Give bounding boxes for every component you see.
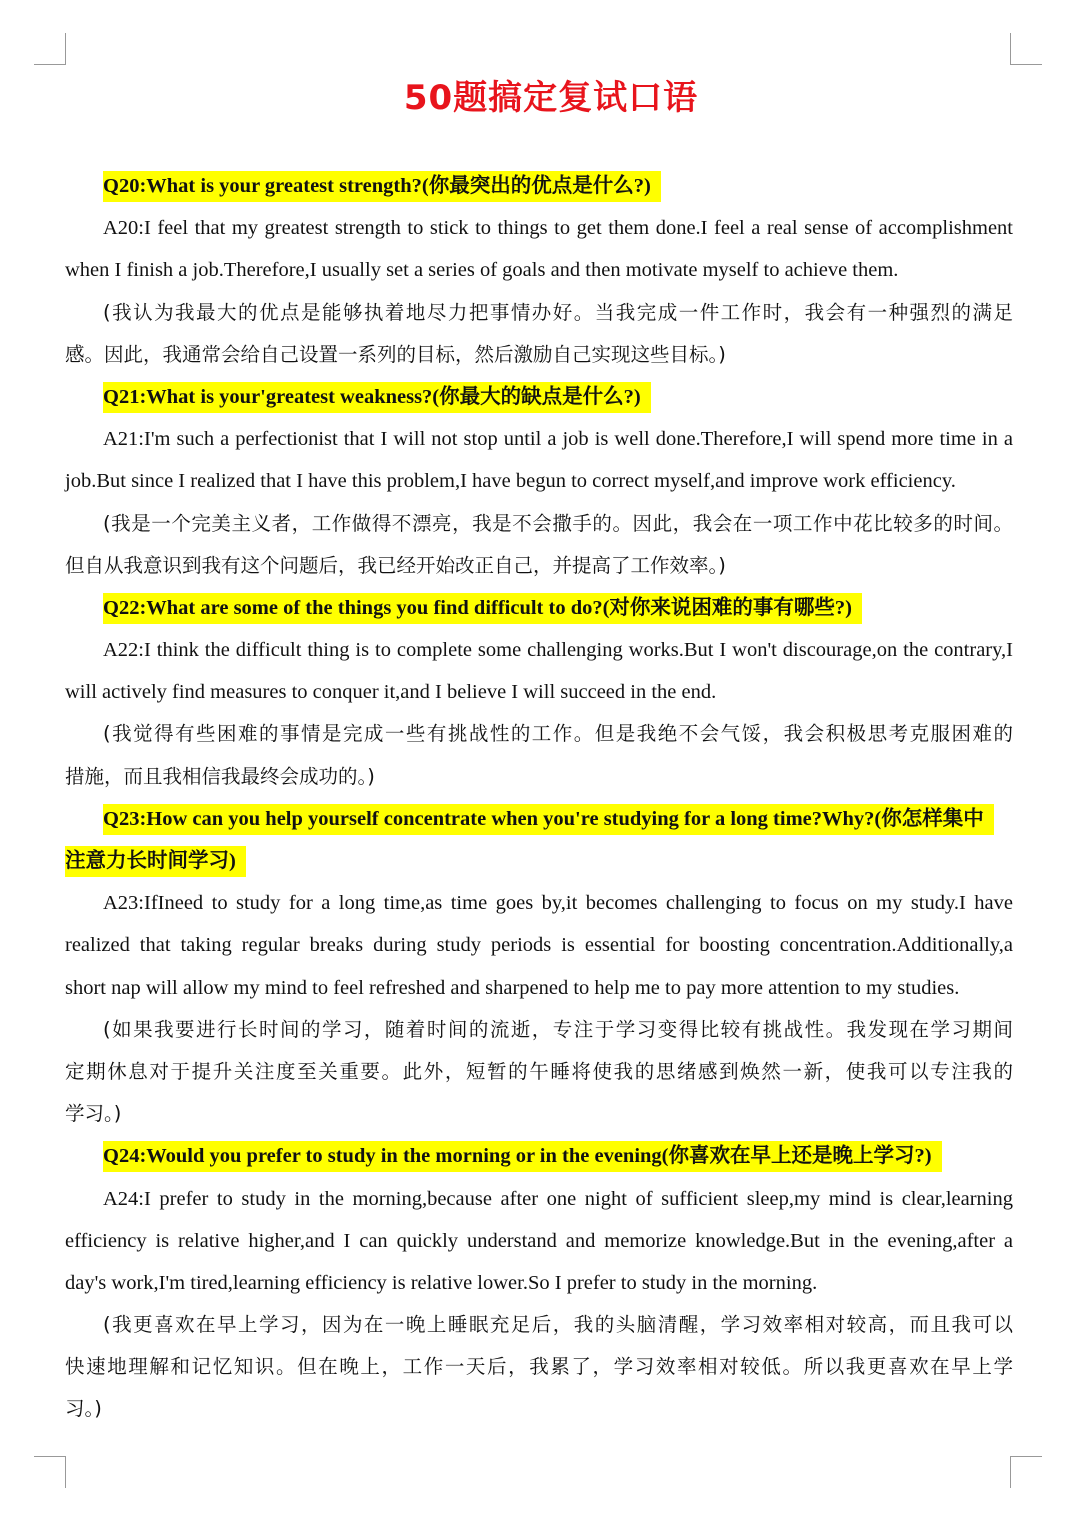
- translation-line: [65, 1346, 1013, 1388]
- answer-text: A22:I think the difficult thing is to complete some challenging works.But I won't discourage,on the contrary,I: [103, 639, 1013, 662]
- translation-line: [65, 503, 1013, 545]
- translation-line: [65, 713, 1013, 755]
- question-line: [65, 376, 1013, 418]
- answer-text: A24:I prefer to study in the morning,because after one night of sufficient sleep,my mind is clear,learning: [103, 1187, 1013, 1210]
- corner-mark-top-left: [34, 33, 66, 65]
- answer-text: day's work,I'm tired,learning efficiency is relative lower.So I prefer to study in the morning.: [65, 1271, 818, 1294]
- translation-line: [65, 1009, 1013, 1051]
- translation-text: (我是一个完美主义者，工作做得不漂亮，我是不会撒手的。因此，我会在一项工作中花比较多的时间。: [103, 511, 1013, 535]
- answer-text: realized that taking regular breaks during study periods is essential for boosting concentration.Additionally,a: [65, 934, 1013, 957]
- corner-mark-bottom-right: [1010, 1456, 1042, 1488]
- translation-text: 定期休息对于提升关注度至关重要。此外，短暂的午睡将使我的思绪感到焕然一新，使我可以专注我的: [65, 1059, 1013, 1083]
- translation-line: [65, 292, 1013, 334]
- answer-text: short nap will allow my mind to feel refreshed and sharpened to help me to pay more attention to my studies.: [65, 976, 960, 999]
- qa-section: [65, 798, 1013, 1136]
- answer-text: A20:I feel that my greatest strength to stick to things to get them done.I feel a real sense of accomplishment: [103, 217, 1013, 240]
- answer-line: [65, 249, 1013, 291]
- answer-text: job.But since I realized that I have this problem,I have begun to correct myself,and improve work efficiency.: [65, 470, 956, 493]
- question-text: Q21:What is your'greatest weakness?(你最大的缺点是什么?): [103, 382, 651, 413]
- answer-line: [65, 882, 1013, 924]
- translation-line: [65, 1304, 1013, 1346]
- translation-text: (我更喜欢在早上学习，因为在一晚上睡眠充足后，我的头脑清醒，学习效率相对较高，而且我可以: [103, 1313, 1013, 1337]
- question-text: Q23:How can you help yourself concentrate when you're studying for a long time?Why?(你怎样集中: [103, 804, 994, 835]
- qa-section: [65, 165, 1013, 376]
- question-text: Q20:What is your greatest strength?(你最突出的优点是什么?): [103, 171, 661, 202]
- question-text: 注意力长时间学习): [65, 846, 246, 877]
- translation-text: 快速地理解和记忆知识。但在晚上，工作一天后，我累了，学习效率相对较低。所以我更喜欢在早上学: [65, 1355, 1013, 1379]
- question-line: [65, 587, 1013, 629]
- answer-line: [65, 671, 1013, 713]
- document-body: [65, 165, 1013, 1431]
- page-title: 50题搞定复试口语: [403, 78, 699, 118]
- translation-line: [65, 1051, 1013, 1093]
- answer-line: [65, 1220, 1013, 1262]
- answer-text: will actively find measures to conquer it,and I believe I will succeed in the end.: [65, 681, 717, 704]
- translation-line: [65, 1093, 1013, 1135]
- qa-section: [65, 376, 1013, 587]
- answer-line: [65, 207, 1013, 249]
- translation-text: 习。): [65, 1397, 102, 1421]
- question-line: [65, 798, 1013, 840]
- question-text: Q22:What are some of the things you find difficult to do?(对你来说困难的事有哪些?): [103, 593, 862, 624]
- answer-line: [65, 629, 1013, 671]
- qa-section: [65, 587, 1013, 798]
- translation-text: 感。因此，我通常会给自己设置一系列的目标，然后激励自己实现这些目标。): [65, 342, 726, 366]
- answer-text: efficiency is relative higher,and I can quickly understand and memorize knowledge.But in the evening,after a: [65, 1229, 1013, 1252]
- answer-line: [65, 418, 1013, 460]
- answer-text: A21:I'm such a perfectionist that I will not stop until a job is well done.Therefore,I will spend more time in a: [103, 428, 1013, 451]
- answer-line: [65, 967, 1013, 1009]
- translation-line: [65, 1388, 1013, 1430]
- translation-text: 但自从我意识到我有这个问题后，我已经开始改正自己，并提高了工作效率。): [65, 553, 726, 577]
- translation-line: [65, 334, 1013, 376]
- translation-line: [65, 756, 1013, 798]
- question-line: [65, 1135, 1013, 1177]
- answer-line: [65, 1262, 1013, 1304]
- translation-text: (我觉得有些困难的事情是完成一些有挑战性的工作。但是我绝不会气馁，我会积极思考克服困难的: [103, 722, 1013, 746]
- translation-text: (如果我要进行长时间的学习，随着时间的流逝，专注于学习变得比较有挑战性。我发现在学习期间: [103, 1017, 1013, 1041]
- answer-text: when I finish a job.Therefore,I usually set a series of goals and then motivate myself to achieve them.: [65, 259, 899, 282]
- question-line: [65, 165, 1013, 207]
- translation-text: 学习。): [65, 1102, 122, 1126]
- qa-section: [65, 1135, 1013, 1430]
- translation-text: 措施，而且我相信我最终会成功的。): [65, 764, 375, 788]
- answer-line: [65, 1178, 1013, 1220]
- question-line: [65, 840, 1013, 882]
- corner-mark-top-right: [1010, 33, 1042, 65]
- answer-text: A23:IfIneed to study for a long time,as time goes by,it becomes challenging to focus on my study.I have: [103, 892, 1013, 915]
- corner-mark-bottom-left: [34, 1456, 66, 1488]
- translation-text: (我认为我最大的优点是能够执着地尽力把事情办好。当我完成一件工作时，我会有一种强烈的满足: [103, 300, 1013, 324]
- answer-line: [65, 924, 1013, 966]
- question-text: Q24:Would you prefer to study in the morning or in the evening(你喜欢在早上还是晚上学习?): [103, 1141, 942, 1172]
- answer-line: [65, 460, 1013, 502]
- translation-line: [65, 545, 1013, 587]
